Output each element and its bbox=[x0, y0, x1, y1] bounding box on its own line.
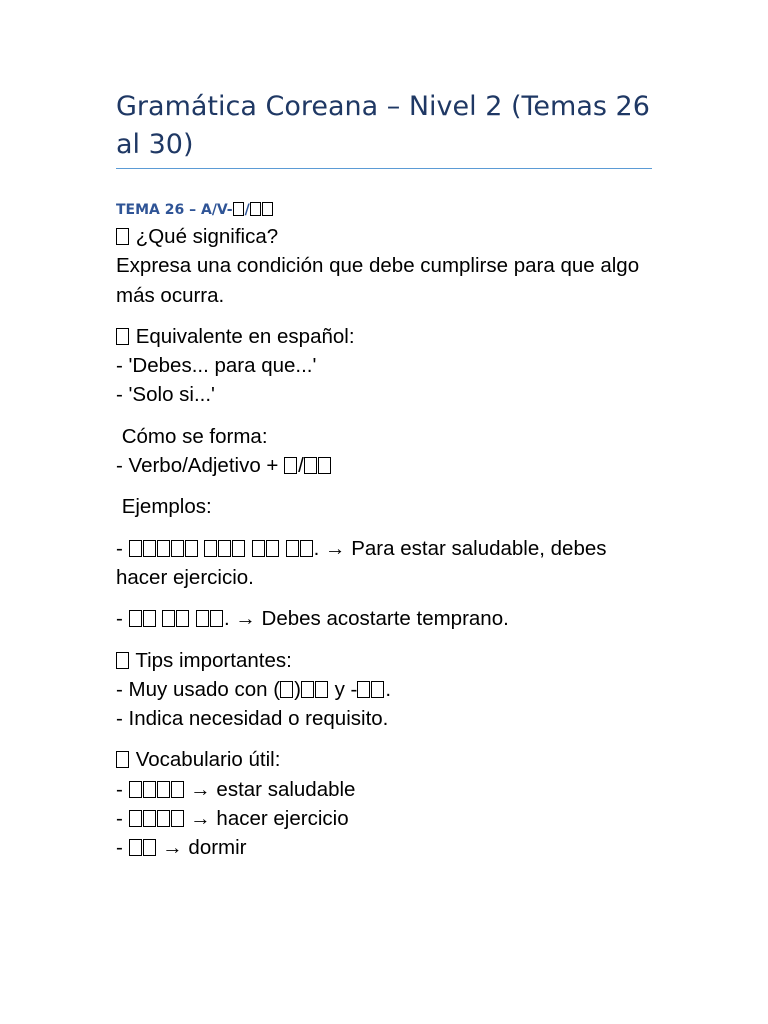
missing-glyph-icon bbox=[262, 202, 273, 216]
missing-glyph-icon bbox=[157, 810, 170, 827]
heading-separator: / bbox=[244, 202, 250, 218]
example-2-text: . → Debes acostarte temprano. bbox=[223, 607, 509, 631]
missing-glyph-icon bbox=[304, 457, 317, 474]
missing-glyph-icon bbox=[171, 810, 184, 827]
missing-glyph-icon bbox=[286, 540, 299, 557]
missing-glyph-icon bbox=[232, 540, 245, 557]
missing-glyph-icon bbox=[129, 839, 142, 856]
formation-text: - Verbo/Adjetivo + bbox=[116, 454, 285, 478]
missing-glyph-icon bbox=[143, 810, 156, 827]
missing-glyph-icon bbox=[157, 540, 170, 557]
formation-block bbox=[116, 422, 656, 481]
tips-block bbox=[116, 646, 656, 734]
page-title: Gramática Coreana – Nivel 2 (Temas 26 al 30) bbox=[116, 91, 650, 160]
formation-separator: / bbox=[298, 454, 304, 478]
vocabulary-meaning: → dormir bbox=[156, 836, 247, 860]
book-icon bbox=[116, 751, 129, 768]
vocabulary-item: - → estar saludable bbox=[116, 777, 356, 801]
missing-glyph-icon bbox=[143, 540, 156, 557]
missing-glyph-icon bbox=[129, 781, 142, 798]
meaning-label: ¿Qué significa? bbox=[135, 225, 279, 248]
missing-glyph-icon bbox=[143, 610, 156, 627]
missing-glyph-icon bbox=[315, 681, 328, 698]
missing-glyph-icon bbox=[300, 540, 313, 557]
vocabulary-label: Vocabulario útil: bbox=[135, 748, 281, 772]
missing-glyph-icon bbox=[171, 540, 184, 557]
flag-icon bbox=[116, 328, 129, 345]
equivalent-block bbox=[116, 322, 656, 410]
lightbulb-icon bbox=[116, 652, 129, 669]
tip-item bbox=[116, 675, 656, 704]
vocabulary-meaning: → estar saludable bbox=[184, 777, 356, 801]
example-1-text: . → Para estar saludable, debes hacer ejercicio. bbox=[116, 536, 607, 589]
missing-glyph-icon bbox=[210, 610, 223, 627]
vocabulary-item: - → dormir bbox=[116, 836, 247, 860]
tip-text: . bbox=[385, 677, 392, 701]
missing-glyph-icon bbox=[357, 681, 370, 698]
missing-glyph-icon bbox=[157, 781, 170, 798]
missing-glyph-icon bbox=[143, 781, 156, 798]
missing-glyph-icon bbox=[233, 202, 244, 216]
missing-glyph-icon bbox=[318, 457, 331, 474]
missing-glyph-icon bbox=[218, 540, 231, 557]
missing-glyph-icon bbox=[284, 457, 297, 474]
missing-glyph-icon bbox=[185, 540, 198, 557]
missing-glyph-icon bbox=[129, 540, 142, 557]
missing-glyph-icon bbox=[162, 610, 175, 627]
missing-glyph-icon bbox=[171, 781, 184, 798]
meaning-block bbox=[116, 222, 656, 310]
missing-glyph-icon bbox=[196, 610, 209, 627]
tips-label: Tips importantes: bbox=[135, 648, 292, 672]
formation-rule bbox=[116, 451, 656, 480]
tip-text: ) bbox=[294, 677, 301, 701]
example-2: - . → Debes acostarte temprano. bbox=[116, 607, 509, 631]
missing-glyph-icon bbox=[250, 202, 261, 216]
tip-text: y - bbox=[328, 677, 358, 701]
missing-glyph-icon bbox=[371, 681, 384, 698]
missing-glyph-icon bbox=[252, 540, 265, 557]
formation-label: Cómo se forma: bbox=[116, 424, 268, 448]
question-icon bbox=[116, 228, 129, 245]
examples-label-block bbox=[116, 492, 656, 521]
vocabulary-block bbox=[116, 745, 656, 862]
examples-label: Ejemplos: bbox=[116, 495, 212, 519]
equivalent-item: - 'Solo si...' bbox=[116, 383, 215, 407]
missing-glyph-icon bbox=[176, 610, 189, 627]
title-divider bbox=[116, 168, 652, 169]
equivalent-label: Equivalente en español: bbox=[135, 324, 355, 348]
missing-glyph-icon bbox=[280, 681, 293, 698]
missing-glyph-icon bbox=[266, 540, 279, 557]
vocabulary-item: - → hacer ejercicio bbox=[116, 807, 349, 831]
missing-glyph-icon bbox=[204, 540, 217, 557]
missing-glyph-icon bbox=[129, 610, 142, 627]
example-1: - . → Para estar saludable, debes hacer ejercicio. bbox=[116, 536, 607, 589]
equivalent-item: - 'Debes... para que...' bbox=[116, 354, 317, 378]
tip-item: - Indica necesidad o requisito. bbox=[116, 707, 389, 731]
section-body bbox=[116, 222, 656, 875]
meaning-text: Expresa una condición que debe cumplirse para que algo más ocurra. bbox=[116, 254, 640, 307]
missing-glyph-icon bbox=[129, 810, 142, 827]
heading-text: TEMA 26 – A/V- bbox=[116, 202, 233, 218]
section-heading bbox=[116, 200, 274, 220]
vocabulary-meaning: → hacer ejercicio bbox=[184, 807, 349, 831]
missing-glyph-icon bbox=[301, 681, 314, 698]
missing-glyph-icon bbox=[143, 839, 156, 856]
tip-text: - Muy usado con ( bbox=[116, 677, 281, 701]
